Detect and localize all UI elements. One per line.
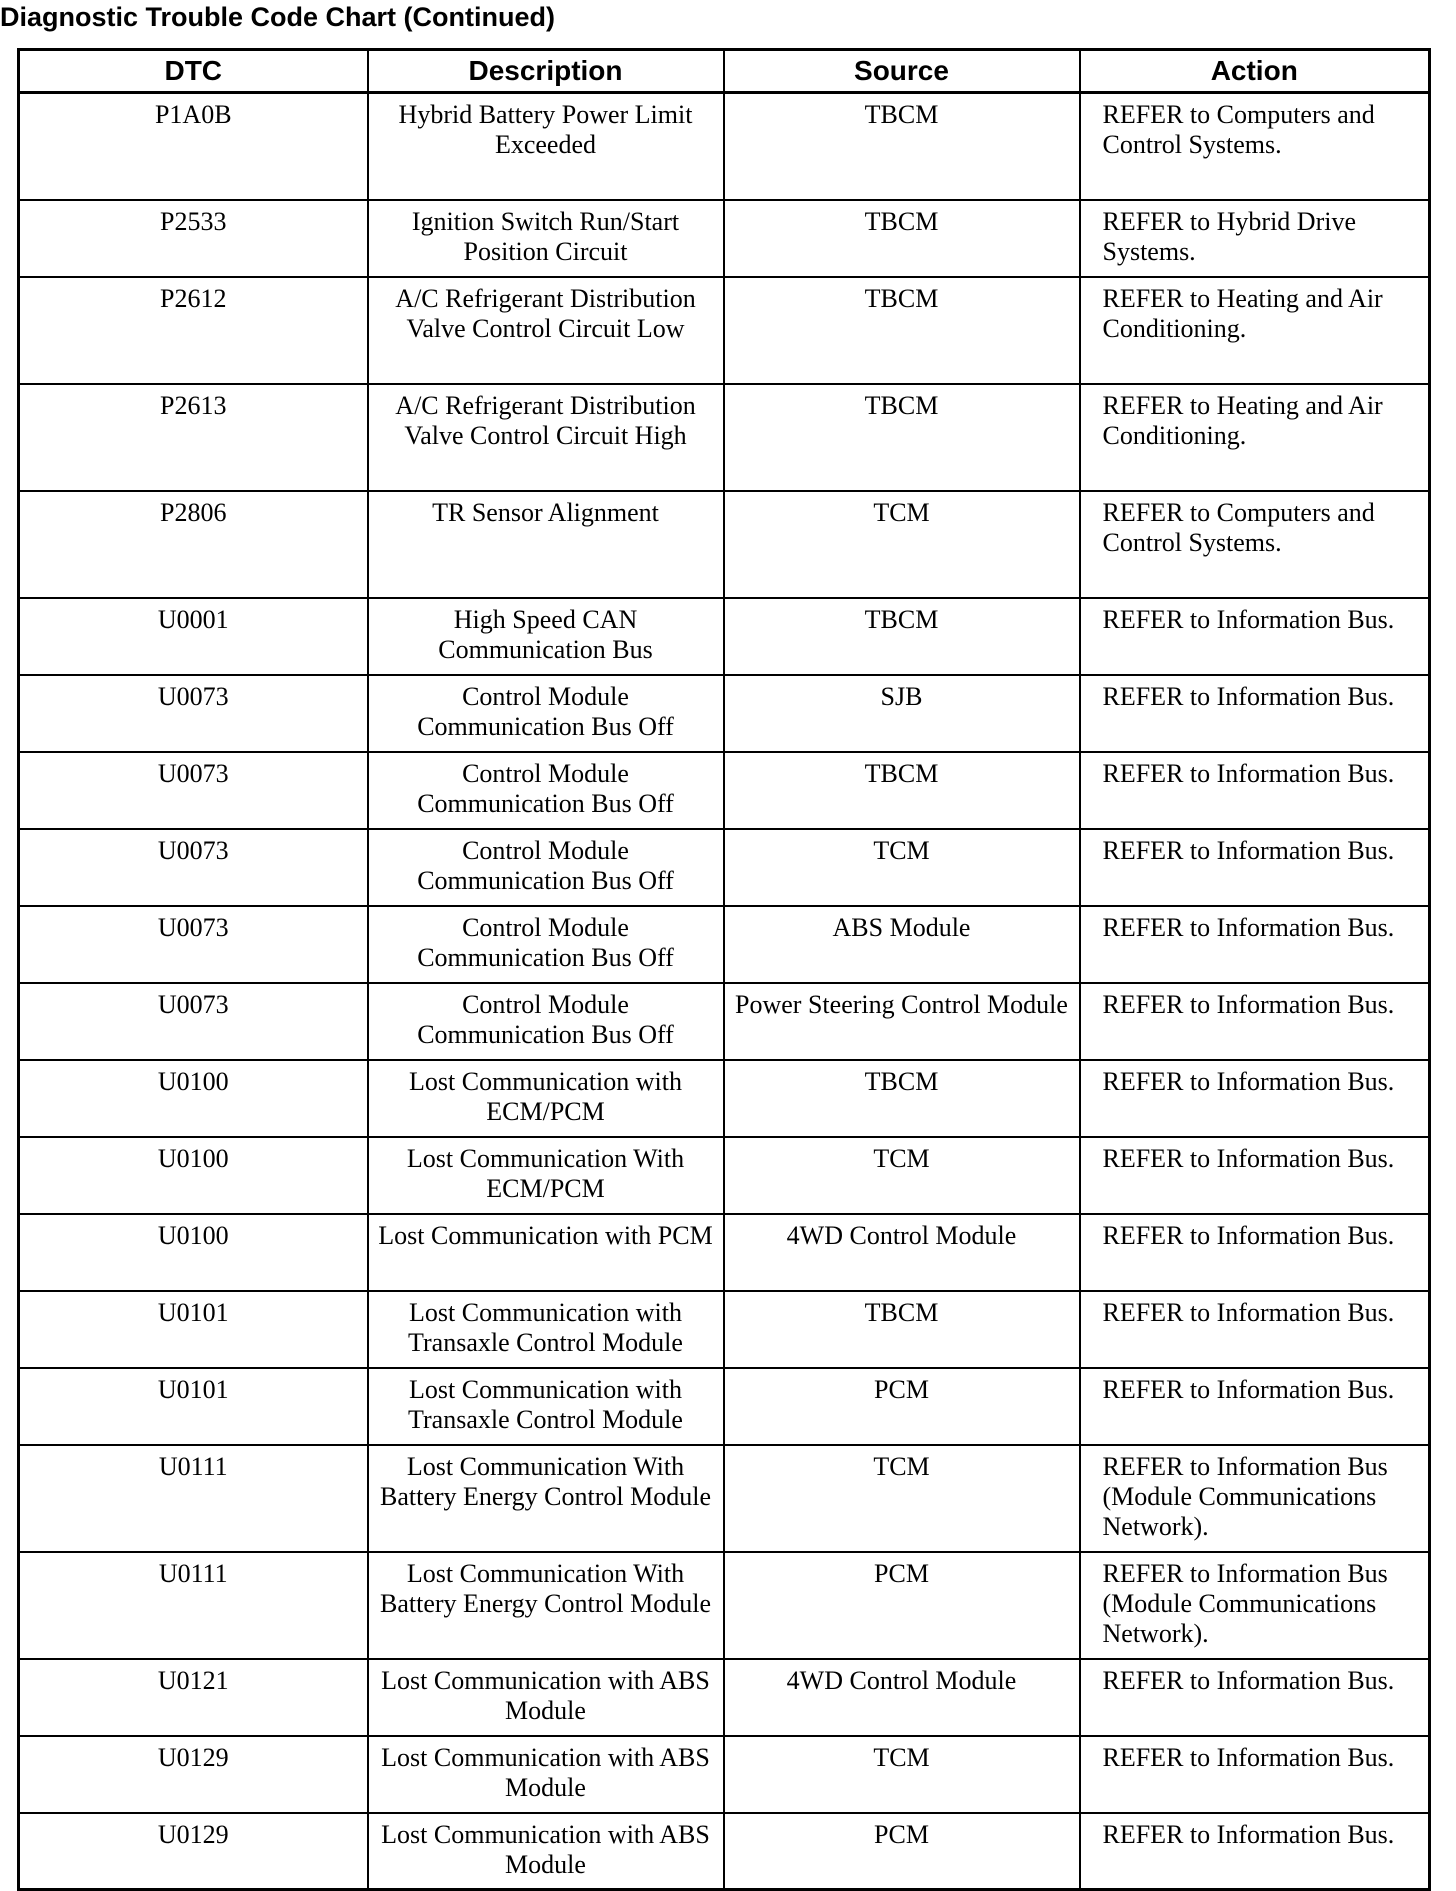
action-cell: REFER to Hybrid Drive Systems. — [1080, 200, 1430, 277]
table-row — [19, 675, 1430, 752]
dtc-cell: P1A0B — [19, 93, 368, 201]
description-cell: Control Module Communication Bus Off — [368, 675, 724, 752]
source-cell: PCM — [724, 1368, 1080, 1445]
table-row — [19, 491, 1430, 598]
source-cell: TBCM — [724, 1291, 1080, 1368]
dtc-cell: U0073 — [19, 983, 368, 1060]
source-cell: TCM — [724, 1736, 1080, 1813]
table-row — [19, 752, 1430, 829]
table-row — [19, 1552, 1430, 1659]
dtc-cell: U0100 — [19, 1137, 368, 1214]
dtc-cell: U0001 — [19, 598, 368, 675]
table-row — [19, 1659, 1430, 1736]
action-cell: REFER to Computers and Control Systems. — [1080, 491, 1430, 598]
page-title: Diagnostic Trouble Code Chart (Continued) — [0, 2, 555, 32]
description-cell: Hybrid Battery Power Limit Exceeded — [368, 93, 724, 201]
dtc-cell: P2612 — [19, 277, 368, 384]
description-cell: Control Module Communication Bus Off — [368, 906, 724, 983]
description-cell: High Speed CAN Communication Bus — [368, 598, 724, 675]
dtc-cell: P2613 — [19, 384, 368, 491]
action-cell: REFER to Information Bus. — [1080, 1813, 1430, 1890]
dtc-cell: U0111 — [19, 1552, 368, 1659]
table-row — [19, 1813, 1430, 1890]
table-body — [19, 93, 1430, 1890]
description-cell: Lost Communication with ABS Module — [368, 1736, 724, 1813]
action-cell: REFER to Information Bus. — [1080, 983, 1430, 1060]
description-cell: Lost Communication with ABS Module — [368, 1813, 724, 1890]
dtc-cell: U0073 — [19, 829, 368, 906]
source-cell: 4WD Control Module — [724, 1659, 1080, 1736]
description-cell: Lost Communication with Transaxle Control Module — [368, 1368, 724, 1445]
dtc-cell: U0100 — [19, 1060, 368, 1137]
table-row — [19, 906, 1430, 983]
description-cell: Lost Communication with Transaxle Control Module — [368, 1291, 724, 1368]
table-row — [19, 1736, 1430, 1813]
header-dtc: DTC — [19, 50, 368, 93]
action-cell: REFER to Information Bus. — [1080, 1736, 1430, 1813]
source-cell: 4WD Control Module — [724, 1214, 1080, 1291]
table-row — [19, 200, 1430, 277]
table-row — [19, 1291, 1430, 1368]
table-row — [19, 1445, 1430, 1552]
description-cell: Lost Communication With ECM/PCM — [368, 1137, 724, 1214]
dtc-cell: U0129 — [19, 1813, 368, 1890]
source-cell: TBCM — [724, 200, 1080, 277]
dtc-cell: U0129 — [19, 1736, 368, 1813]
action-cell: REFER to Computers and Control Systems. — [1080, 93, 1430, 201]
action-cell: REFER to Information Bus (Module Communications Network). — [1080, 1445, 1430, 1552]
source-cell: PCM — [724, 1813, 1080, 1890]
description-cell: Control Module Communication Bus Off — [368, 983, 724, 1060]
dtc-cell: U0100 — [19, 1214, 368, 1291]
table-row — [19, 1368, 1430, 1445]
table-header-row — [19, 50, 1430, 93]
table-row — [19, 277, 1430, 384]
table-row — [19, 384, 1430, 491]
action-cell: REFER to Heating and Air Conditioning. — [1080, 277, 1430, 384]
table-row — [19, 93, 1430, 201]
source-cell: SJB — [724, 675, 1080, 752]
source-cell: Power Steering Control Module — [724, 983, 1080, 1060]
source-cell: PCM — [724, 1552, 1080, 1659]
source-cell: TBCM — [724, 752, 1080, 829]
action-cell: REFER to Information Bus. — [1080, 1137, 1430, 1214]
dtc-cell: U0101 — [19, 1368, 368, 1445]
dtc-cell: P2533 — [19, 200, 368, 277]
action-cell: REFER to Information Bus. — [1080, 1291, 1430, 1368]
table-row — [19, 1137, 1430, 1214]
table-row — [19, 983, 1430, 1060]
action-cell: REFER to Heating and Air Conditioning. — [1080, 384, 1430, 491]
dtc-table — [17, 48, 1431, 1891]
dtc-cell: U0073 — [19, 752, 368, 829]
source-cell: TBCM — [724, 384, 1080, 491]
table-row — [19, 1060, 1430, 1137]
action-cell: REFER to Information Bus. — [1080, 1214, 1430, 1291]
table-row — [19, 598, 1430, 675]
dtc-cell: U0073 — [19, 906, 368, 983]
source-cell: TBCM — [724, 1060, 1080, 1137]
header-description: Description — [368, 50, 724, 93]
dtc-cell: U0111 — [19, 1445, 368, 1552]
table-row — [19, 829, 1430, 906]
dtc-cell: U0121 — [19, 1659, 368, 1736]
action-cell: REFER to Information Bus (Module Communications Network). — [1080, 1552, 1430, 1659]
description-cell: A/C Refrigerant Distribution Valve Control Circuit Low — [368, 277, 724, 384]
description-cell: A/C Refrigerant Distribution Valve Control Circuit High — [368, 384, 724, 491]
header-source: Source — [724, 50, 1080, 93]
source-cell: TCM — [724, 1137, 1080, 1214]
source-cell: TCM — [724, 491, 1080, 598]
dtc-cell: P2806 — [19, 491, 368, 598]
description-cell: Lost Communication with PCM — [368, 1214, 724, 1291]
action-cell: REFER to Information Bus. — [1080, 1659, 1430, 1736]
action-cell: REFER to Information Bus. — [1080, 675, 1430, 752]
source-cell: TBCM — [724, 598, 1080, 675]
source-cell: TCM — [724, 1445, 1080, 1552]
action-cell: REFER to Information Bus. — [1080, 752, 1430, 829]
header-action: Action — [1080, 50, 1430, 93]
dtc-cell: U0073 — [19, 675, 368, 752]
description-cell: Ignition Switch Run/Start Position Circuit — [368, 200, 724, 277]
dtc-cell: U0101 — [19, 1291, 368, 1368]
description-cell: Lost Communication with ECM/PCM — [368, 1060, 724, 1137]
source-cell: TCM — [724, 829, 1080, 906]
action-cell: REFER to Information Bus. — [1080, 829, 1430, 906]
description-cell: Lost Communication with ABS Module — [368, 1659, 724, 1736]
action-cell: REFER to Information Bus. — [1080, 906, 1430, 983]
description-cell: TR Sensor Alignment — [368, 491, 724, 598]
description-cell: Lost Communication With Battery Energy Control Module — [368, 1552, 724, 1659]
action-cell: REFER to Information Bus. — [1080, 1368, 1430, 1445]
source-cell: TBCM — [724, 93, 1080, 201]
action-cell: REFER to Information Bus. — [1080, 598, 1430, 675]
source-cell: ABS Module — [724, 906, 1080, 983]
source-cell: TBCM — [724, 277, 1080, 384]
action-cell: REFER to Information Bus. — [1080, 1060, 1430, 1137]
description-cell: Control Module Communication Bus Off — [368, 752, 724, 829]
description-cell: Control Module Communication Bus Off — [368, 829, 724, 906]
description-cell: Lost Communication With Battery Energy Control Module — [368, 1445, 724, 1552]
table-row — [19, 1214, 1430, 1291]
